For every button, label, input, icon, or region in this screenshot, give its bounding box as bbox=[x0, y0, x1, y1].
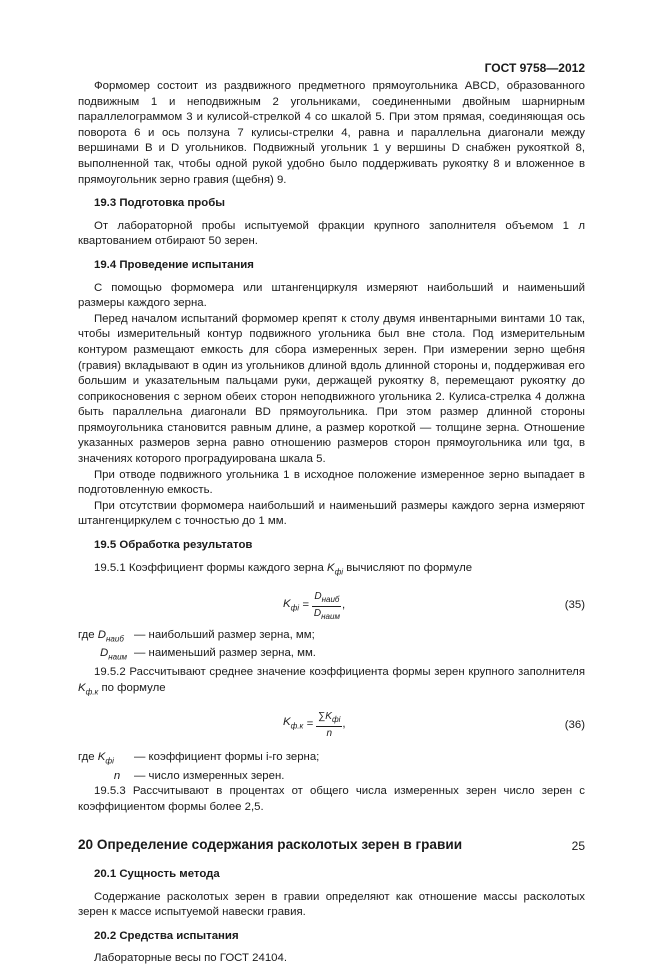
formula-35-number: (35) bbox=[564, 598, 585, 611]
section-19-5-2-text: 19.5.2 Рассчитывают среднее значение коэффициента формы зерен крупного заполнителя $K_{ф.к}$ по формуле bbox=[78, 666, 585, 697]
section-19-4-paragraph-3: При отводе подвижного угольника 1 в исходное положение измеренное зерно выпадает в подготовленную емкость. bbox=[78, 468, 585, 497]
paragraph-formomer-description: Формомер состоит из раздвижного предметного прямоугольника ABCD, образованного подвижным 1 и неподвижным 2 угольниками, соединенными двойным шарнирным параллелограммом 3 и кулисой-стрелкой 4 со шкалой 5. При этом прямая, соединяющая ось поворота 6 и ось ползуна 7 кулисы-стрелки 4, равна и параллельна диагонали между вершинами B и D угольников. Подвижный угольник 1 у вершины D снабжен рукояткой 8, выполненной так, чтобы одной рукой удобно было поддерживать рукоятку 8 и вложенное в прямоугольник зерно гравия (щебня) 9. bbox=[78, 80, 585, 186]
section-20-1-title: 20.1 Сущность метода bbox=[94, 867, 220, 880]
section-20-2-title: 20.2 Средства испытания bbox=[94, 929, 239, 942]
section-19-3-title: 19.3 Подготовка пробы bbox=[94, 197, 225, 210]
section-19-4-title: 19.4 Проведение испытания bbox=[94, 258, 254, 271]
section-19-3-text: От лабораторной пробы испытуемой фракции крупного заполнителя объемом 1 л квартованием отбирают 50 зерен. bbox=[78, 219, 585, 248]
page-number: 25 bbox=[571, 839, 585, 853]
formula-36-lhs: $K_{ф.к}$ bbox=[283, 716, 304, 731]
section-19-4-paragraph-4: При отсутствии формомера наибольший и наименьший размеры каждого зерна измеряют штангенциркулем с точностью до 1 мм. bbox=[78, 499, 585, 528]
definition-k-phi: где $K_{фi}$ — коэффициент формы i-го зерна; bbox=[78, 750, 320, 765]
formula-36: $K_{ф.к}$ = $\frac{\sum K_{фi}}{n}$ , (36) bbox=[283, 710, 585, 739]
document-header: ГОСТ 9758—2012 bbox=[484, 61, 585, 75]
section-20-1-text: Содержание расколотых зерен в гравии определяют как отношение массы расколотых зерен к массе испытуемой навески гравия. bbox=[78, 890, 585, 919]
section-20-2-text: Лабораторные весы по ГОСТ 24104. bbox=[94, 952, 287, 965]
formula-36-fraction: $\frac{\sum K_{фi}}{n}$ bbox=[318, 710, 341, 739]
section-19-5-1-text: 19.5.1 Коэффициент формы каждого зерна $K_{фi}$ вычисляют по формуле bbox=[94, 561, 473, 576]
formula-36-number: (36) bbox=[564, 718, 585, 731]
section-19-5-title: 19.5 Обработка результатов bbox=[94, 539, 253, 552]
formula-35-fraction: $\frac{D_{наиб}}{D_{наим}}$ bbox=[313, 590, 340, 621]
page-content bbox=[78, 79, 585, 967]
section-19-4-paragraph-1: С помощью формомера или штангенциркуля измеряют наибольший и наименьший размеры каждого зерна. bbox=[78, 281, 585, 310]
section-19-5-3-text: 19.5.3 Рассчитывают в процентах от общего числа измеренных зерен число зерен с коэффициентом формы более 2,5. bbox=[78, 785, 585, 813]
formula-35-lhs: $K_{фi}$ bbox=[283, 597, 300, 612]
section-19-4-paragraph-2: Перед началом испытаний формомер крепят к столу двумя инвентарными винтами 10 так, чтобы измерительный контур подвижного угольника был вне стола. Под измерительным контуром размещают емкость для сбора измеренных зерен. При измерении зерно щебня (гравия) вкладывают в один из угольников длиной вдоль длинной стороны и, поддерживая его большим и указательным пальцами руки, держащей рукоятку 8, перемещают рукоятку до соприкосновения с зерном обеих сторон неподвижного угольника 2. Кулиса-стрелка 4 должна быть параллельна диагонали BD прямоугольника. При этом размер длинной стороны прямоугольника становится равным длине, а размер короткой — толщине зерна. Отношение указанных размеров зерна равно отношению размеров сторон прямоугольника или tgα, в значениях которого проградуирована шкала 5. bbox=[78, 312, 585, 466]
definition-d-max: где $D_{наиб}$ — наибольший размер зерна, мм; bbox=[78, 628, 315, 643]
section-20-title: 20 Определение содержания расколотых зерен в гравии bbox=[78, 837, 463, 853]
definition-n: n — число измеренных зерен. bbox=[113, 769, 285, 782]
formula-35: $K_{фi}$ = $\frac{D_{наиб}}{D_{наим}}$ , (35) bbox=[283, 590, 585, 621]
definition-d-min: $D_{наим}$ — наименьший размер зерна, мм. bbox=[100, 647, 316, 662]
